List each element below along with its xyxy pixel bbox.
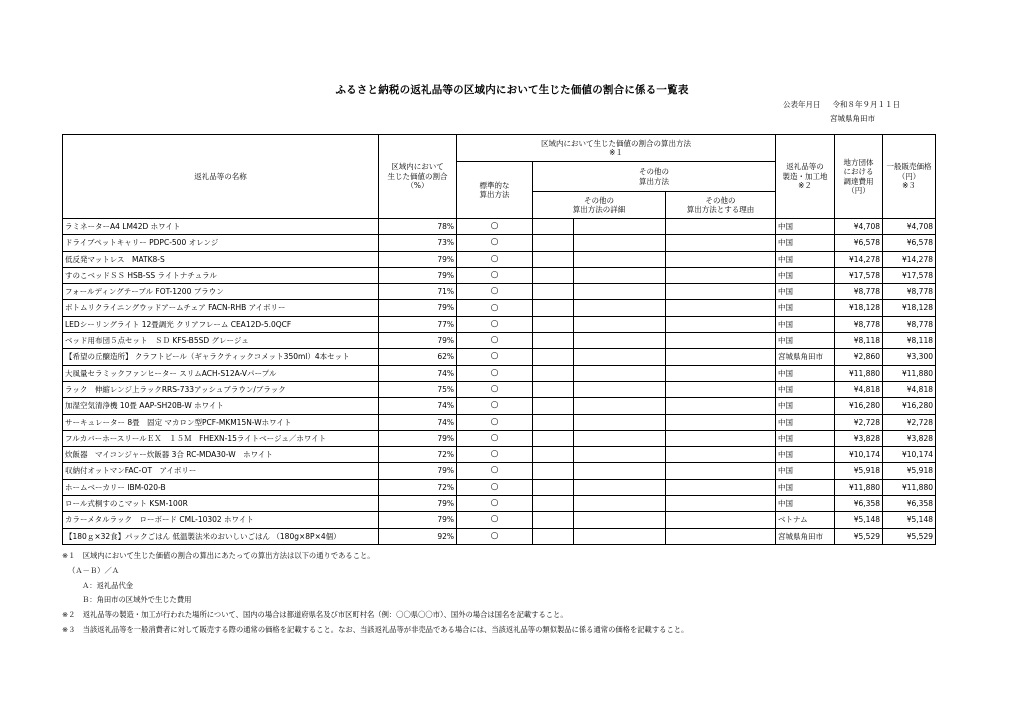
- header-name: 返礼品等の名称: [63, 135, 379, 219]
- cell-other-detail-b: [574, 479, 666, 495]
- cell-standard-method: ○: [457, 365, 533, 381]
- cell-other-reason: [666, 528, 776, 544]
- cell-other-detail-b: [574, 496, 666, 512]
- footnote-formula: （Ａ－Ｂ）／Ａ: [68, 565, 120, 575]
- cell-other-detail-a: [533, 447, 574, 463]
- header-standard: 標準的な 算出方法: [457, 162, 533, 219]
- cell-other-detail-b: [574, 284, 666, 300]
- header-place: 返礼品等の 製造・加工地 ※２: [776, 135, 835, 219]
- cell-other-detail-a: [533, 496, 574, 512]
- cell-standard-method: ○: [457, 430, 533, 446]
- table-row: [63, 365, 936, 381]
- cell-price: ¥6,578: [883, 235, 936, 251]
- cell-other-reason: [666, 512, 776, 528]
- cell-other-detail-b: [574, 430, 666, 446]
- cell-name: フルカバーホースリールＥＸ １５Ｍ FHEXN-15ライトベージュ／ホワイト: [63, 430, 379, 446]
- cell-other-detail-a: [533, 528, 574, 544]
- cell-place: 中国: [776, 267, 835, 283]
- cell-place: 宮城県角田市: [776, 349, 835, 365]
- header-ratio: 区域内において 生じた価値の割合 （%）: [379, 135, 457, 219]
- published-date-line: [783, 99, 900, 110]
- cell-other-detail-b: [574, 267, 666, 283]
- cell-standard-method: ○: [457, 381, 533, 397]
- cell-other-detail-a: [533, 365, 574, 381]
- cell-other-detail-a: [533, 251, 574, 267]
- cell-cost: ¥5,918: [835, 463, 883, 479]
- cell-cost: ¥4,708: [835, 219, 883, 235]
- table-row: [63, 463, 936, 479]
- cell-name: LEDシーリングライト 12畳調光 クリアフレーム CEA12D-5.0QCF: [63, 316, 379, 332]
- cell-other-detail-a: [533, 479, 574, 495]
- cell-ratio: 79%: [379, 251, 457, 267]
- cell-other-detail-a: [533, 333, 574, 349]
- cell-other-reason: [666, 267, 776, 283]
- cell-standard-method: ○: [457, 447, 533, 463]
- cell-cost: ¥18,128: [835, 300, 883, 316]
- table-row: [63, 479, 936, 495]
- cell-standard-method: ○: [457, 235, 533, 251]
- cell-price: ¥11,880: [883, 365, 936, 381]
- cell-price: ¥11,880: [883, 479, 936, 495]
- cell-place: 中国: [776, 333, 835, 349]
- cell-other-detail-a: [533, 267, 574, 283]
- cell-standard-method: ○: [457, 496, 533, 512]
- cell-ratio: 79%: [379, 496, 457, 512]
- cell-price: ¥6,358: [883, 496, 936, 512]
- cell-other-detail-b: [574, 512, 666, 528]
- header-other-detail: その他の 算出方法の詳細: [533, 192, 666, 219]
- table-row: [63, 284, 936, 300]
- cell-other-reason: [666, 284, 776, 300]
- table-row: [63, 235, 936, 251]
- cell-standard-method: ○: [457, 300, 533, 316]
- cell-name: ラック 伸縮レンジ上ラックRRS-733アッシュブラウン/ブラック: [63, 381, 379, 397]
- cell-ratio: 71%: [379, 284, 457, 300]
- cell-name: ボトムリクライニングウッドアームチェア FACN-RHB アイボリー: [63, 300, 379, 316]
- cell-name: ドライブペットキャリー PDPC-500 オレンジ: [63, 235, 379, 251]
- cell-place: 中国: [776, 300, 835, 316]
- cell-name: 【希望の丘醸造所】 クラフトビール（ギャラクティックコメット350ml）4本セット: [63, 349, 379, 365]
- cell-cost: ¥11,880: [835, 365, 883, 381]
- table-row: [63, 381, 936, 397]
- header-cost: 地方団体 における 調達費用 （円）: [835, 135, 883, 219]
- cell-other-detail-b: [574, 365, 666, 381]
- cell-price: ¥3,828: [883, 430, 936, 446]
- cell-cost: ¥8,778: [835, 316, 883, 332]
- cell-other-reason: [666, 463, 776, 479]
- cell-other-reason: [666, 333, 776, 349]
- cell-name: 収納付オットマンFAC-OT アイボリー: [63, 463, 379, 479]
- cell-name: 低反発マットレス MATK8-S: [63, 251, 379, 267]
- cell-place: 中国: [776, 251, 835, 267]
- cell-name: ホームベーカリー IBM-020-B: [63, 479, 379, 495]
- cell-other-detail-b: [574, 300, 666, 316]
- cell-name: 【180ｇ×32食】パックごはん 低温製法米のおいしいごはん （180g×8P×4個）: [63, 528, 379, 544]
- cell-standard-method: ○: [457, 251, 533, 267]
- published-label: 公表年月日: [783, 100, 821, 109]
- cell-cost: ¥8,778: [835, 284, 883, 300]
- cell-other-detail-b: [574, 235, 666, 251]
- cell-name: ロール式桐すのこマット KSM-100R: [63, 496, 379, 512]
- cell-standard-method: ○: [457, 219, 533, 235]
- cell-place: 中国: [776, 496, 835, 512]
- cell-price: ¥8,778: [883, 284, 936, 300]
- cell-other-detail-a: [533, 300, 574, 316]
- cell-cost: ¥2,728: [835, 414, 883, 430]
- cell-name: 炊飯器 マイコンジャー炊飯器 3合 RC-MDA30-W ホワイト: [63, 447, 379, 463]
- cell-ratio: 79%: [379, 512, 457, 528]
- cell-standard-method: ○: [457, 284, 533, 300]
- cell-standard-method: ○: [457, 463, 533, 479]
- cell-other-detail-b: [574, 398, 666, 414]
- cell-ratio: 78%: [379, 219, 457, 235]
- table-row: [63, 333, 936, 349]
- cell-ratio: 79%: [379, 267, 457, 283]
- header-price: 一般販売価格 （円） ※３: [883, 135, 936, 219]
- table-body: [63, 219, 936, 545]
- footnote-a: Ａ：返礼品代金: [82, 580, 134, 590]
- cell-cost: ¥14,278: [835, 251, 883, 267]
- cell-other-detail-b: [574, 333, 666, 349]
- cell-ratio: 73%: [379, 235, 457, 251]
- cell-other-detail-b: [574, 528, 666, 544]
- table-row: [63, 398, 936, 414]
- cell-other-reason: [666, 414, 776, 430]
- cell-standard-method: ○: [457, 414, 533, 430]
- cell-other-reason: [666, 251, 776, 267]
- cell-other-detail-a: [533, 349, 574, 365]
- table-row: [63, 219, 936, 235]
- cell-price: ¥10,174: [883, 447, 936, 463]
- cell-standard-method: ○: [457, 316, 533, 332]
- table-row: [63, 316, 936, 332]
- cell-other-detail-b: [574, 414, 666, 430]
- municipality-name: 宮城県角田市: [830, 114, 875, 123]
- cell-place: 中国: [776, 365, 835, 381]
- cell-ratio: 79%: [379, 333, 457, 349]
- footnote-1: ※１ 区域内において生じた価値の割合の算出にあたっての算出方法は以下の通りであること。: [62, 551, 375, 560]
- cell-ratio: 75%: [379, 381, 457, 397]
- footnotes: [62, 549, 688, 638]
- cell-cost: ¥5,529: [835, 528, 883, 544]
- cell-other-reason: [666, 447, 776, 463]
- cell-ratio: 79%: [379, 430, 457, 446]
- cell-place: 中国: [776, 316, 835, 332]
- cell-other-reason: [666, 381, 776, 397]
- cell-ratio: 79%: [379, 300, 457, 316]
- footnote-b: Ｂ：角田市の区域外で生じた費用: [82, 595, 192, 605]
- cell-place: 中国: [776, 219, 835, 235]
- cell-other-detail-a: [533, 512, 574, 528]
- cell-place: 中国: [776, 447, 835, 463]
- cell-cost: ¥8,118: [835, 333, 883, 349]
- cell-ratio: 77%: [379, 316, 457, 332]
- cell-place: 中国: [776, 284, 835, 300]
- cell-other-detail-a: [533, 284, 574, 300]
- cell-price: ¥8,778: [883, 316, 936, 332]
- cell-cost: ¥6,578: [835, 235, 883, 251]
- cell-cost: ¥2,860: [835, 349, 883, 365]
- table-row: [63, 430, 936, 446]
- cell-ratio: 74%: [379, 398, 457, 414]
- cell-other-detail-a: [533, 398, 574, 414]
- cell-other-reason: [666, 349, 776, 365]
- cell-other-detail-a: [533, 381, 574, 397]
- cell-cost: ¥6,358: [835, 496, 883, 512]
- footnote-3: ※３ 当該返礼品等を一般消費者に対して販売する際の通常の価格を記載すること。なお、当該返礼品等が非売品である場合には、当該返礼品等の類似製品に係る通常の価格を記載すること。: [62, 624, 689, 634]
- cell-other-detail-a: [533, 414, 574, 430]
- cell-standard-method: ○: [457, 512, 533, 528]
- cell-cost: ¥11,880: [835, 479, 883, 495]
- cell-place: 中国: [776, 235, 835, 251]
- header-other-group: その他の 算出方法: [533, 162, 776, 192]
- cell-other-detail-b: [574, 349, 666, 365]
- cell-place: 宮城県角田市: [776, 528, 835, 544]
- cell-name: 加湿空気清浄機 10畳 AAP-SH20B-W ホワイト: [63, 398, 379, 414]
- published-date: 令和８年９月１１日: [832, 100, 900, 109]
- table-row: [63, 512, 936, 528]
- table-row: [63, 496, 936, 512]
- cell-cost: ¥16,280: [835, 398, 883, 414]
- cell-other-reason: [666, 398, 776, 414]
- cell-price: ¥18,128: [883, 300, 936, 316]
- cell-price: ¥16,280: [883, 398, 936, 414]
- cell-standard-method: ○: [457, 349, 533, 365]
- cell-place: ベトナム: [776, 512, 835, 528]
- cell-name: すのこベッドＳＳ HSB-SS ライトナチュラル: [63, 267, 379, 283]
- cell-place: 中国: [776, 430, 835, 446]
- cell-other-detail-b: [574, 447, 666, 463]
- header-other-reason: その他の 算出方法とする理由: [666, 192, 776, 219]
- cell-other-detail-a: [533, 316, 574, 332]
- cell-other-reason: [666, 300, 776, 316]
- cell-price: ¥14,278: [883, 251, 936, 267]
- cell-place: 中国: [776, 414, 835, 430]
- cell-other-detail-a: [533, 430, 574, 446]
- cell-name: サーキュレーター 8畳 固定 マカロン型PCF-MKM15N-Wホワイト: [63, 414, 379, 430]
- cell-other-detail-b: [574, 316, 666, 332]
- cell-name: カラーメタルラック ローボード CML-10302 ホワイト: [63, 512, 379, 528]
- cell-ratio: 79%: [379, 463, 457, 479]
- cell-other-detail-b: [574, 381, 666, 397]
- cell-price: ¥5,148: [883, 512, 936, 528]
- cell-standard-method: ○: [457, 398, 533, 414]
- cell-other-detail-b: [574, 463, 666, 479]
- table-row: [63, 447, 936, 463]
- cell-other-detail-b: [574, 219, 666, 235]
- cell-standard-method: ○: [457, 528, 533, 544]
- header-method-group: 区域内において生じた価値の割合の算出方法 ※１: [457, 135, 776, 162]
- cell-other-reason: [666, 430, 776, 446]
- cell-name: 大風量セラミックファンヒーター スリムACH-S12A-Vパープル: [63, 365, 379, 381]
- cell-ratio: 74%: [379, 365, 457, 381]
- cell-ratio: 62%: [379, 349, 457, 365]
- cell-ratio: 72%: [379, 447, 457, 463]
- cell-price: ¥5,529: [883, 528, 936, 544]
- cell-place: 中国: [776, 398, 835, 414]
- cell-price: ¥4,708: [883, 219, 936, 235]
- cell-price: ¥3,300: [883, 349, 936, 365]
- cell-place: 中国: [776, 479, 835, 495]
- table-row: [63, 414, 936, 430]
- cell-other-reason: [666, 496, 776, 512]
- cell-name: ベッド用布団５点セット ＳＤ KFS-B5SD グレージュ: [63, 333, 379, 349]
- table-row: [63, 300, 936, 316]
- table-row: [63, 251, 936, 267]
- cell-name: フォールディングテーブル FOT-1200 ブラウン: [63, 284, 379, 300]
- table-row: [63, 267, 936, 283]
- cell-ratio: 72%: [379, 479, 457, 495]
- cell-price: ¥2,728: [883, 414, 936, 430]
- cell-price: ¥8,118: [883, 333, 936, 349]
- cell-other-reason: [666, 365, 776, 381]
- cell-place: 中国: [776, 381, 835, 397]
- table-row: [63, 349, 936, 365]
- footnote-2: ※２ 返礼品等の製造・加工が行われた場所について、国内の場合は都道府県名及び市区町村名（例：〇〇県〇〇市）、国外の場合は国名を記載すること。: [62, 610, 568, 620]
- cell-cost: ¥10,174: [835, 447, 883, 463]
- cell-price: ¥17,578: [883, 267, 936, 283]
- cell-cost: ¥17,578: [835, 267, 883, 283]
- cell-place: 中国: [776, 463, 835, 479]
- cell-price: ¥4,818: [883, 381, 936, 397]
- cell-other-detail-b: [574, 251, 666, 267]
- cell-price: ¥5,918: [883, 463, 936, 479]
- cell-other-detail-a: [533, 463, 574, 479]
- cell-other-reason: [666, 219, 776, 235]
- cell-standard-method: ○: [457, 479, 533, 495]
- cell-ratio: 74%: [379, 414, 457, 430]
- cell-other-detail-a: [533, 235, 574, 251]
- cell-name: ラミネーターA4 LM42D ホワイト: [63, 219, 379, 235]
- cell-cost: ¥4,818: [835, 381, 883, 397]
- cell-other-reason: [666, 479, 776, 495]
- cell-cost: ¥3,828: [835, 430, 883, 446]
- page-title: ふるさと納税の返礼品等の区域内において生じた価値の割合に係る一覧表: [335, 84, 689, 96]
- cell-other-detail-a: [533, 219, 574, 235]
- table-row: [63, 528, 936, 544]
- cell-other-reason: [666, 316, 776, 332]
- cell-standard-method: ○: [457, 267, 533, 283]
- cell-ratio: 92%: [379, 528, 457, 544]
- cell-cost: ¥5,148: [835, 512, 883, 528]
- cell-other-reason: [666, 235, 776, 251]
- cell-standard-method: ○: [457, 333, 533, 349]
- value-ratio-table: [62, 134, 936, 545]
